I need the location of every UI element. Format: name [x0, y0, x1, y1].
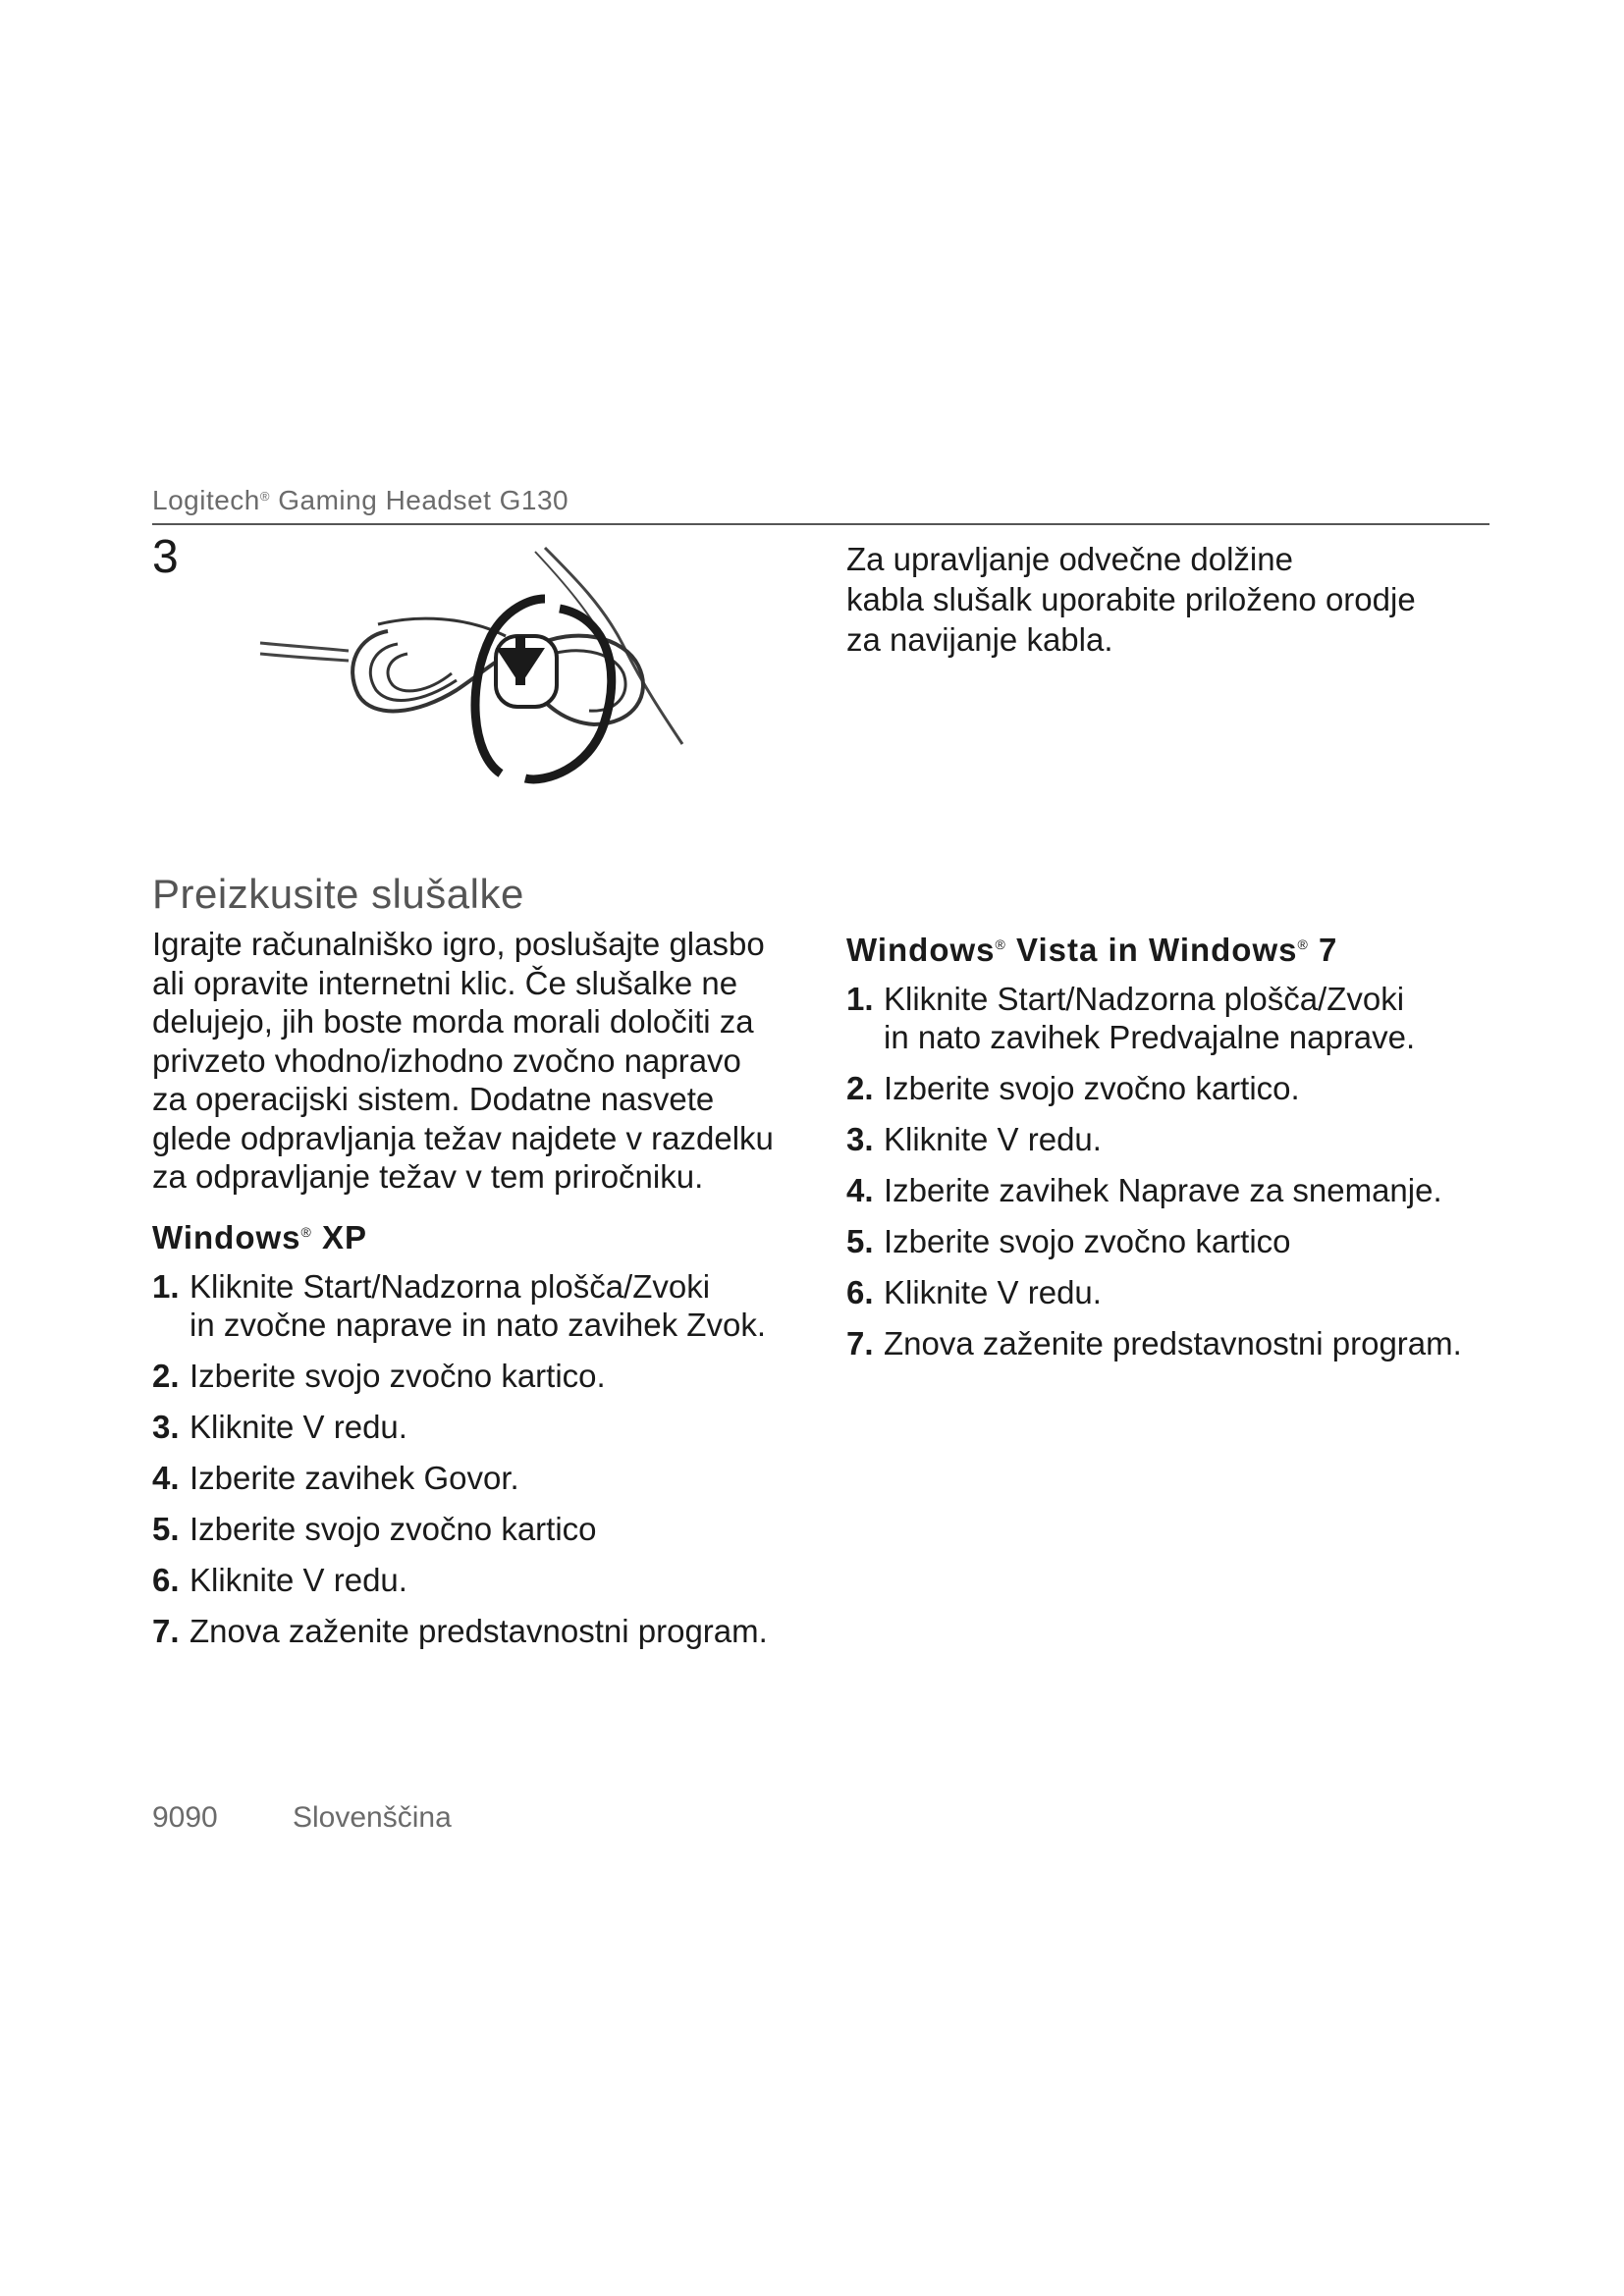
list-item	[152, 1459, 800, 1497]
intro-line: kabla slušalk uporabite priloženo orodje	[846, 581, 1416, 617]
step-intro	[846, 539, 1455, 660]
registered-mark: ®	[1297, 936, 1309, 952]
step-text-cont: in zvočne naprave in nato zavihek Zvok.	[189, 1306, 766, 1343]
section-title: Preizkusite slušalke	[152, 871, 524, 917]
intro-line: za navijanje kabla.	[846, 621, 1113, 658]
xp-heading-text: Windows	[152, 1218, 301, 1255]
list-item	[846, 1069, 1494, 1107]
vista-heading-mid: Vista in Windows	[1005, 932, 1298, 968]
step-text: Znova zaženite predstavnostni program.	[189, 1612, 768, 1649]
registered-mark: ®	[259, 489, 270, 504]
step-num: 2.	[152, 1357, 180, 1394]
xp-steps-list	[152, 1267, 800, 1650]
body-line: glede odpravljanja težav najdete v razdelku	[152, 1119, 774, 1156]
body-line: delujejo, jih boste morda morali določiti za	[152, 1003, 754, 1040]
list-item	[846, 1222, 1494, 1260]
step-text: Izberite svojo zvočno kartico.	[884, 1070, 1300, 1106]
list-item	[152, 1612, 800, 1650]
list-item	[152, 1510, 800, 1548]
list-item	[846, 1273, 1494, 1311]
header-product-title	[152, 485, 568, 516]
step-num: 3.	[152, 1408, 180, 1445]
left-column	[152, 925, 800, 1663]
list-item	[152, 1357, 800, 1395]
step-num: 4.	[152, 1459, 180, 1496]
step-num: 1.	[846, 981, 874, 1017]
section-body	[152, 925, 800, 1197]
list-item	[152, 1267, 800, 1344]
step-text: Kliknite V redu.	[189, 1561, 407, 1598]
step-text: Kliknite V redu.	[189, 1408, 407, 1445]
body-line: ali opravite internetni klic. Če slušalke ne	[152, 964, 738, 1001]
header-brand: Logitech	[152, 485, 260, 515]
list-item	[846, 1324, 1494, 1362]
step-text: Izberite zavihek Govor.	[189, 1459, 519, 1496]
xp-heading	[152, 1212, 800, 1257]
step-text: Kliknite Start/Nadzorna plošča/Zvoki	[884, 981, 1405, 1017]
step-num: 1.	[152, 1267, 180, 1305]
step-text: Znova zaženite predstavnostni program.	[884, 1325, 1462, 1362]
step-text-cont: in nato zavihek Predvajalne naprave.	[884, 1019, 1416, 1055]
step-num: 7.	[152, 1612, 180, 1649]
list-item	[152, 1408, 800, 1446]
step-text: Kliknite V redu.	[884, 1274, 1102, 1310]
registered-mark: ®	[995, 936, 1006, 952]
step-num: 3.	[846, 1121, 874, 1157]
step-num: 4.	[846, 1172, 874, 1208]
body-line: za operacijski sistem. Dodatne nasvete	[152, 1081, 715, 1117]
step-num: 6.	[152, 1561, 180, 1598]
xp-heading-suffix: XP	[311, 1218, 368, 1255]
step-num: 6.	[846, 1274, 874, 1310]
header-product-name: Gaming Headset G130	[269, 485, 569, 515]
list-item	[846, 1171, 1494, 1209]
header-divider	[152, 523, 1489, 525]
step-text: Izberite svojo zvočno kartico	[189, 1510, 597, 1547]
step-num: 7.	[846, 1325, 874, 1362]
footer-language: Slovenščina	[293, 1801, 452, 1834]
body-line: Igrajte računalniško igro, poslušajte glasbo	[152, 926, 765, 962]
step-text: Izberite svojo zvočno kartico.	[189, 1357, 606, 1394]
step-text: Izberite svojo zvočno kartico	[884, 1223, 1291, 1259]
page-number: 9090	[152, 1801, 218, 1834]
list-item	[846, 980, 1494, 1056]
step-num: 5.	[152, 1510, 180, 1547]
step-text: Kliknite V redu.	[884, 1121, 1102, 1157]
registered-mark: ®	[300, 1223, 312, 1240]
cable-winder-illustration	[250, 538, 702, 823]
step-number: 3	[152, 531, 179, 583]
body-line: privzeto vhodno/izhodno zvočno napravo	[152, 1041, 741, 1079]
list-item	[152, 1561, 800, 1599]
body-line: za odpravljanje težav v tem priročniku.	[152, 1158, 704, 1195]
vista-heading	[846, 925, 1494, 970]
step-text: Izberite zavihek Naprave za snemanje.	[884, 1172, 1442, 1208]
vista-heading-suffix: 7	[1308, 932, 1338, 968]
right-column	[846, 925, 1494, 1375]
step-num: 2.	[846, 1070, 874, 1106]
step-text: Kliknite Start/Nadzorna plošča/Zvoki	[189, 1267, 711, 1305]
intro-line: Za upravljanje odvečne dolžine	[846, 541, 1293, 577]
vista-steps-list	[846, 980, 1494, 1362]
vista-heading-text: Windows	[846, 932, 996, 968]
step-num: 5.	[846, 1223, 874, 1259]
list-item	[846, 1120, 1494, 1158]
